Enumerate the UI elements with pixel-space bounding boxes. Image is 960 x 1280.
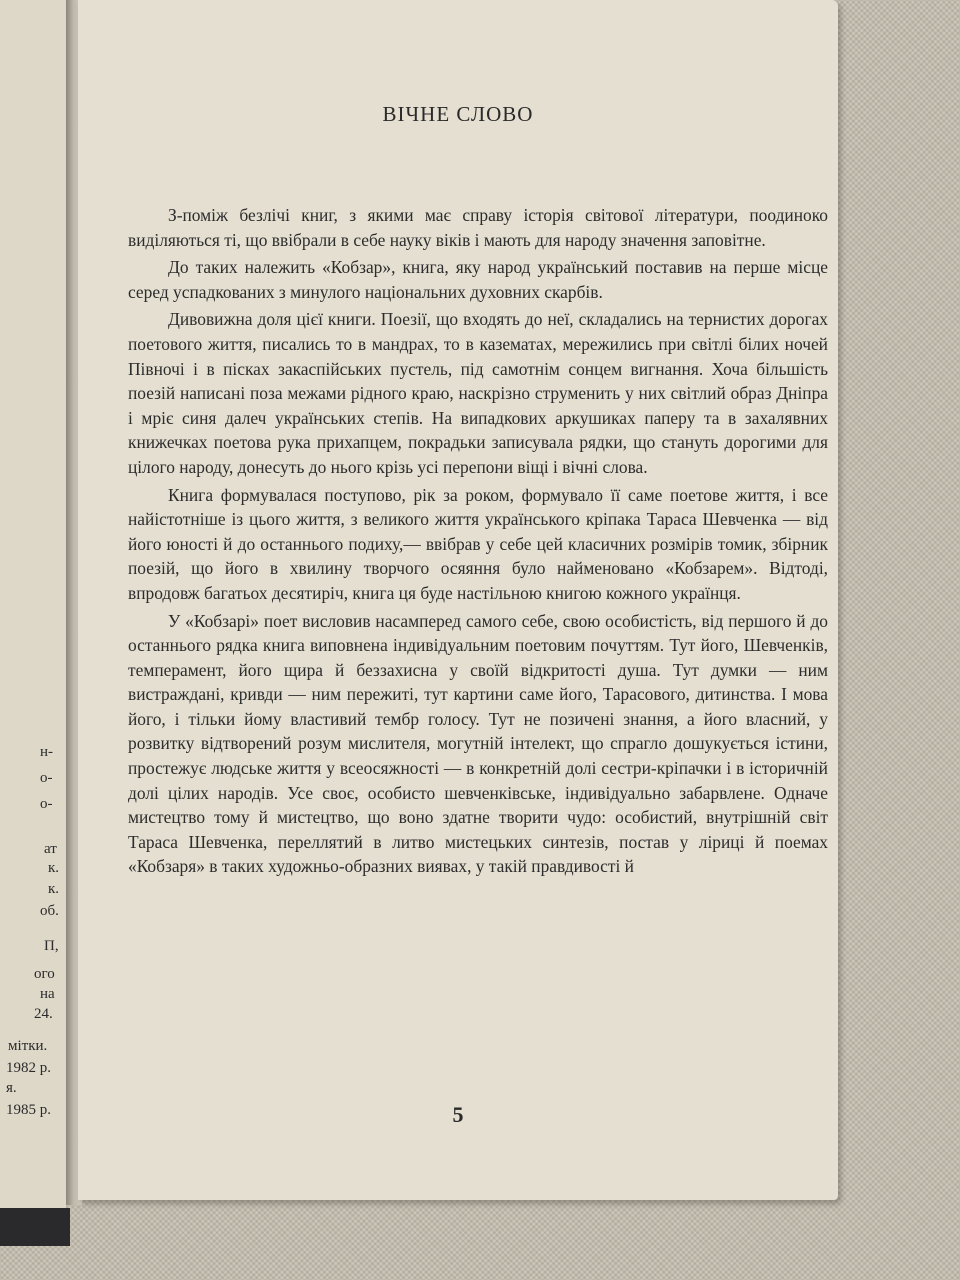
left-page-fragment: о- (40, 796, 53, 812)
page-body (128, 203, 828, 882)
page-number: 5 (452, 1102, 464, 1127)
paragraph: З-поміж безлічі книг, з якими має справу історія світової літератури, поодиноко виділяються ті, що ввібрали в себе науку віків і мають для народу значення заповітне. (128, 205, 828, 250)
left-page-fragment: о- (40, 770, 53, 786)
left-page-fragment: 1985 р. (6, 1102, 51, 1118)
paragraph: У «Кобзарі» поет висловив насамперед самого себе, свою особистість, від першого й до останнього рядка книга виповнена індивідуальним поетовим почуттям. Тут його, Шевченків, темперамент, його щира й беззахисна у своїй відкритості душа. Тут думки — ним вистраждані, кривди — ним пережиті, тут картини саме його, Тарасового, дитинства. І мова його, і тільки йому властивий тембр голосу. Тут не позичені знання, а його власний, у розвитку відтворений розум мислителя, могутній інтелект, що спрагло дошукується істини, простежує людське життя у всеосяжності — в конкретній долі сестри-кріпачки і в історичній долі цілих народів. Усе своє, особисто шевченківське, індивідуально забарвлене. Одначе мистецтво тому й мистецтво, що воно здатне творити чудо: особистий, внутрішній світ Тараса Шевченка, переллятий в литво мистецьких синтезів, постав у ліриці й поемах «Кобзаря» в таких художньо-образних виявах, у такій правдивості й (128, 610, 828, 877)
left-page-fragment: об. (40, 903, 59, 919)
book-cover-edge (0, 1208, 70, 1246)
paragraph: Книга формувалася поступово, рік за роком, формувало її саме поетове життя, і все найістотніше із цього життя, з великого життя українського кріпака Тараса Шевченка — від його юності й до останнього подиху,— ввібрав у себе цей класичних розмірів томик, збірник поезій, що його в хвилину творчого осяяння було найменовано «Кобзарем». Відтоді, впродовж багатьох десятиріч, книга ця буде настільною книгою кожного українця. (128, 484, 828, 603)
left-page-fragment: к. (48, 881, 60, 897)
left-page-fragment: н- (40, 744, 54, 760)
left-page-fragment: 24. (34, 1006, 53, 1022)
book-page (78, 0, 838, 1200)
left-page-fragment: 1982 р. (6, 1060, 51, 1076)
left-page-fragment: ат (44, 841, 57, 857)
page-title: ВІЧНЕ СЛОВО (382, 102, 534, 126)
left-page (0, 0, 66, 1232)
paragraph: Дивовижна доля цієї книги. Поезії, що входять до неї, складались на тернистих дорогах поетового життя, писались то в мандрах, то в казематах, мережились при світлі білих ночей Півночі і в пісках закаспійських пустель, під самотнім сонцем вигнання. Хоча більшість поезій написані поза межами рідного краю, наскрізно струменить у них світлий образ Дніпра і мріє синя далеч українських степів. На випадкових аркушиках паперу та в захалявних книжечках поетова рука прихапцем, покрадьки записувала рядки, що стануть дорогими для цілого народу, донесуть до нього крізь усі перепони віщі і вічні слова. (128, 309, 828, 477)
left-page-fragment: ого (34, 966, 55, 982)
left-page-fragment: на (40, 986, 55, 1002)
left-page-fragment: я. (6, 1080, 17, 1096)
paragraph: До таких належить «Кобзар», книга, яку народ український поставив на перше місце серед успадкованих з минулого національних духовних скарбів. (128, 257, 828, 302)
left-page-fragment: П, (44, 938, 59, 954)
left-page-fragment: к. (48, 860, 60, 876)
left-page-fragment: мітки. (8, 1038, 48, 1054)
